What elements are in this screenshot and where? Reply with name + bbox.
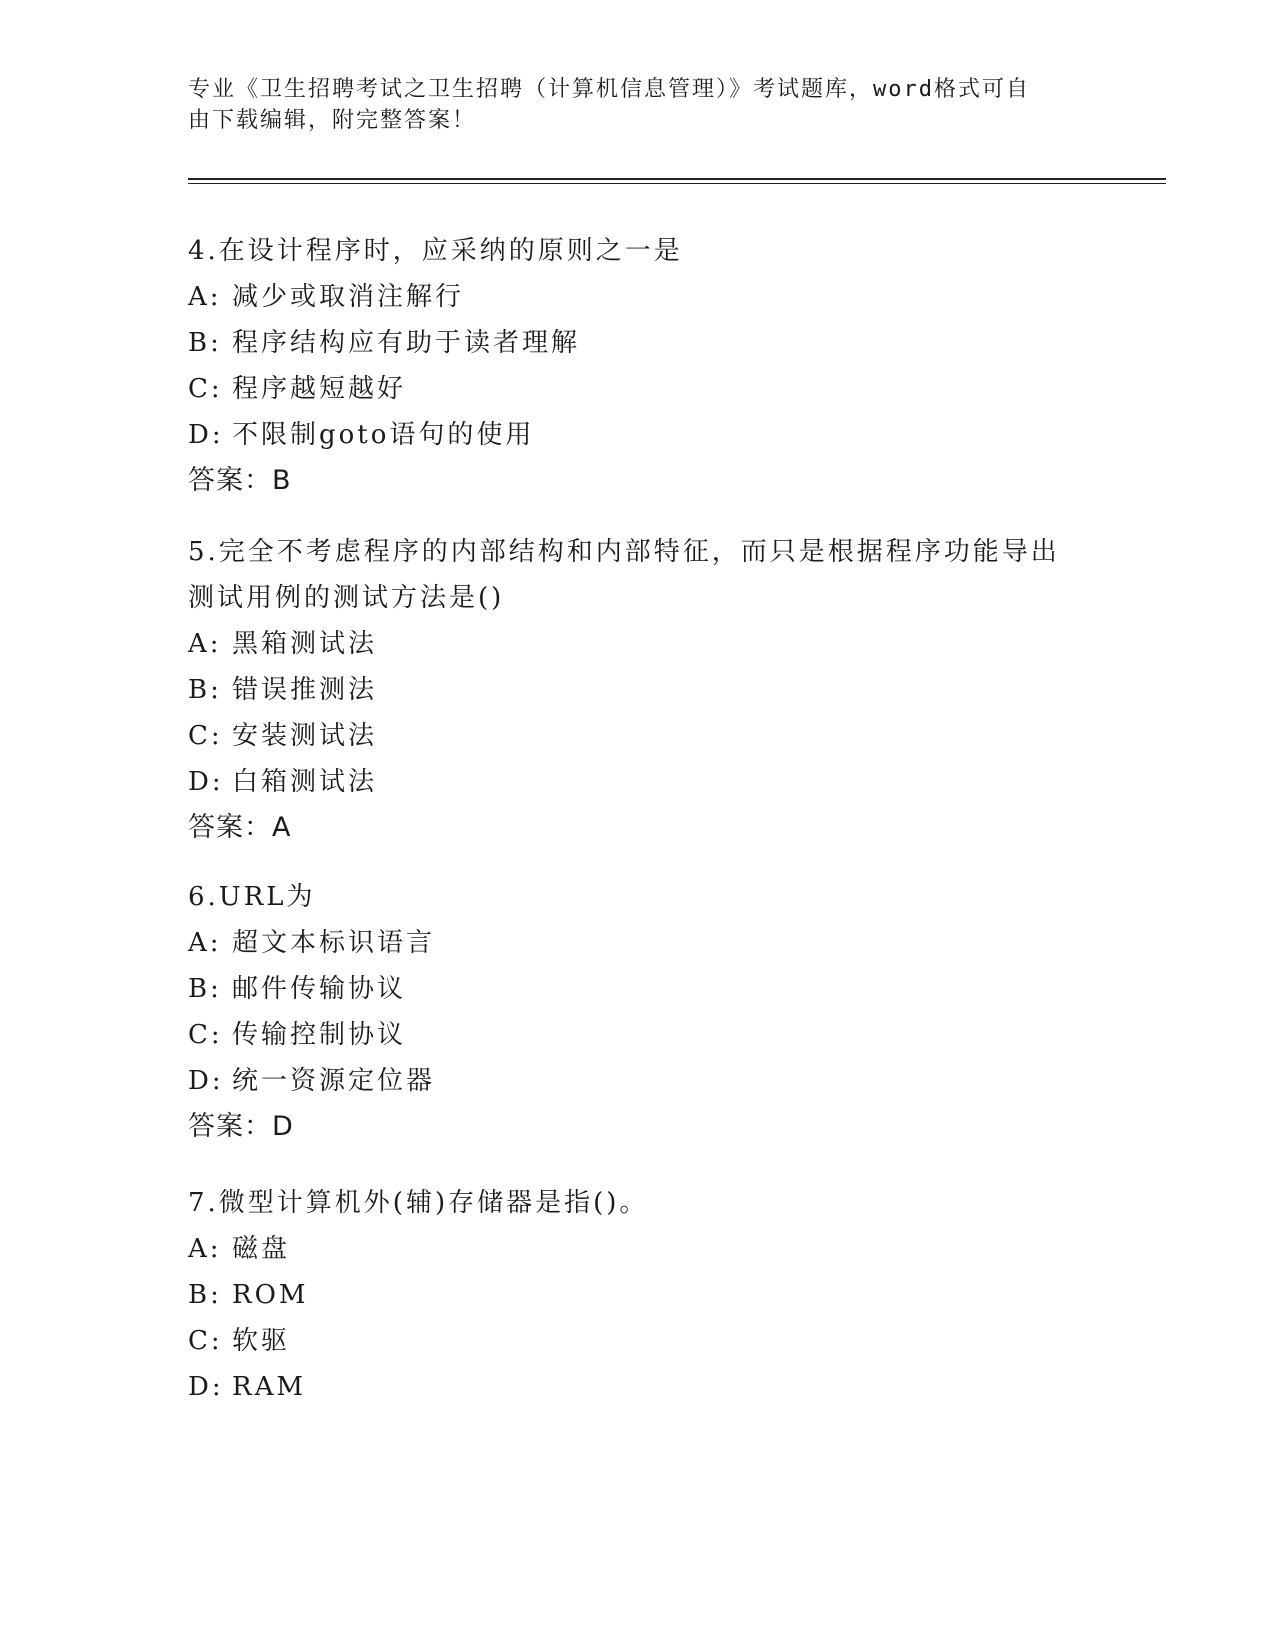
option-b [188,667,1088,713]
option-letter: D: [188,420,224,450]
option-text: ROM [232,1280,309,1310]
option-a [188,274,1088,320]
option-text: RAM [232,1372,306,1402]
option-letter: A: [188,629,222,659]
option-letter: C: [188,1326,223,1356]
option-letter: C: [188,721,223,751]
question-stem: 7.微型计算机外(辅)存储器是指()。 [188,1188,649,1218]
option-a [188,621,1088,667]
option-text: 邮件传输协议 [232,974,407,1004]
question-4 [188,228,1088,504]
option-d [188,759,1088,805]
header-line-1: 专业《卫生招聘考试之卫生招聘（计算机信息管理）》考试题库，word格式可自 [188,77,1030,102]
option-text: 软驱 [232,1326,291,1356]
option-letter: B: [188,328,222,358]
option-letter: B: [188,974,222,1004]
option-text: 程序结构应有助于读者理解 [232,328,581,358]
option-letter: B: [188,1280,222,1310]
option-a [188,1226,1088,1272]
answer-text: 答案：A [188,812,292,843]
question-stem-line-1: 5.完全不考虑程序的内部结构和内部特征，而只是根据程序功能导出 [188,537,1060,567]
option-letter: A: [188,1234,222,1264]
option-text: 错误推测法 [232,675,378,705]
option-a [188,920,1088,966]
option-c [188,366,1088,412]
document-header [188,74,1068,136]
option-c [188,1012,1088,1058]
option-b [188,320,1088,366]
option-text: 传输控制协议 [232,1020,407,1050]
question-5 [188,529,1088,851]
option-text: 统一资源定位器 [232,1066,436,1096]
option-letter: C: [188,374,223,404]
question-stem: 6.URL为 [188,882,316,912]
header-divider-thick [188,178,1166,180]
option-text: 程序越短越好 [232,374,407,404]
option-text: 安装测试法 [232,721,378,751]
header-divider-thin [188,183,1166,184]
option-text: 白箱测试法 [232,767,378,797]
answer-text: 答案：B [188,465,292,496]
option-letter: A: [188,282,222,312]
option-b [188,966,1088,1012]
answer-text: 答案：D [188,1111,294,1142]
option-letter: A: [188,928,222,958]
question-stem-line-2: 测试用例的测试方法是() [188,583,505,613]
option-text: 黑箱测试法 [232,629,378,659]
option-letter: B: [188,675,222,705]
option-letter: D: [188,767,224,797]
option-d [188,1058,1088,1104]
option-d [188,1364,1088,1410]
option-text: 超文本标识语言 [232,928,436,958]
option-letter: D: [188,1372,224,1402]
option-text: 减少或取消注解行 [232,282,465,312]
header-line-2: 由下载编辑，附完整答案！ [188,108,477,133]
question-stem: 4.在设计程序时，应采纳的原则之一是 [188,236,683,266]
option-text: 磁盘 [232,1234,291,1264]
option-letter: D: [188,1066,224,1096]
option-d [188,412,1088,458]
question-6 [188,874,1088,1150]
option-c [188,713,1088,759]
option-b [188,1272,1088,1318]
option-letter: C: [188,1020,223,1050]
question-7 [188,1180,1088,1410]
option-c [188,1318,1088,1364]
option-text: 不限制goto语句的使用 [232,420,535,450]
